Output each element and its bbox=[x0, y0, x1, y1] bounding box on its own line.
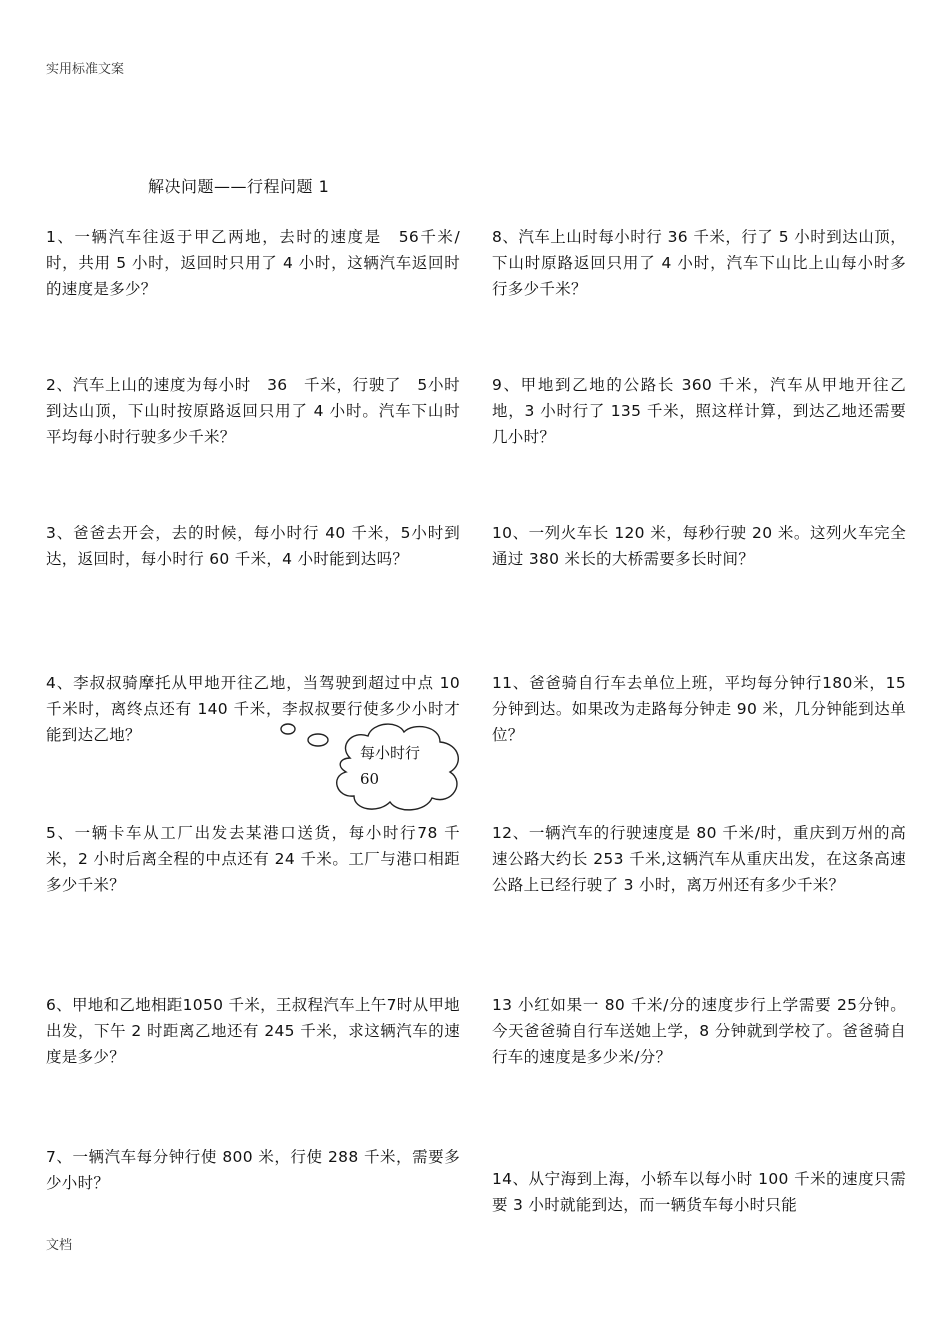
cloud-line-1: 每小时行 bbox=[360, 744, 421, 762]
problem-4: 4、李叔叔骑摩托从甲地开往乙地，当驾驶到超过中点 10 千米时，离终点还有 140 千米，李叔叔要行使多少小时才能到达乙地？ bbox=[46, 674, 460, 744]
document-title: 解决问题——行程问题 1 bbox=[148, 177, 330, 196]
problem-12: 12、一辆汽车的行驶速度是 80 千米/时，重庆到万州的高速公路大约长 253 千米,这辆汽车从重庆出发，在这条高速公路上已经行驶了 3 小时，离万州还有多少千米？ bbox=[492, 824, 906, 894]
cloud-line-2: 60 bbox=[360, 770, 380, 788]
problem-8: 8、汽车上山时每小时行 36 千米，行了 5 小时到达山顶，下山时原路返回只用了 4 小时，汽车下山比上山每小时多行多少千米？ bbox=[492, 228, 906, 298]
problem-7: 7、一辆汽车每分钟行使 800 米，行使 288 千米，需要多少小时？ bbox=[46, 1148, 460, 1192]
problem-2: 2、汽车上山的速度为每小时 36 千米，行驶了 5小时到达山顶，下山时按原路返回只用了 4 小时。汽车下山时平均每小时行驶多少千米？ bbox=[46, 376, 460, 446]
problem-3: 3、爸爸去开会，去的时候，每小时行 40 千米，5小时到达，返回时，每小时行 60 千米，4 小时能到达吗？ bbox=[46, 524, 460, 568]
thought-cloud bbox=[280, 718, 470, 813]
footer-note: 文档 bbox=[46, 1238, 73, 1253]
header-note: 实用标准文案 bbox=[46, 62, 125, 77]
problem-9: 9、甲地到乙地的公路长 360 千米，汽车从甲地开往乙地，3 小时行了 135 千米，照这样计算，到达乙地还需要几小时？ bbox=[492, 376, 906, 446]
problem-5: 5、一辆卡车从工厂出发去某港口送货，每小时行78 千米，2 小时后离全程的中点还有 24 千米。工厂与港口相距多少千米？ bbox=[46, 824, 460, 894]
problem-14: 14、从宁海到上海，小轿车以每小时 100 千米的速度只需要 3 小时就能到达，而一辆货车每小时只能 bbox=[492, 1170, 906, 1214]
cloud-text bbox=[360, 740, 460, 792]
problem-10: 10、一列火车长 120 米，每秒行驶 20 米。这列火车完全通过 380 米长的大桥需要多长时间？ bbox=[492, 524, 906, 568]
problem-1: 1、一辆汽车往返于甲乙两地，去时的速度是 56千米/时，共用 5 小时，返回时只用了 4 小时，这辆汽车返回时的速度是多少？ bbox=[46, 228, 460, 298]
problem-6: 6、甲地和乙地相距1050 千米，王叔程汽车上午7时从甲地出发，下午 2 时距离乙地还有 245 千米，求这辆汽车的速度是多少？ bbox=[46, 996, 460, 1066]
problem-11: 11、爸爸骑自行车去单位上班，平均每分钟行180米，15 分钟到达。如果改为走路每分钟走 90 米，几分钟能到达单位？ bbox=[492, 674, 906, 744]
problem-13: 13 小红如果一 80 千米/分的速度步行上学需要 25分钟。今天爸爸骑自行车送她上学，8 分钟就到学校了。爸爸骑自行车的速度是多少米/分？ bbox=[492, 996, 906, 1066]
